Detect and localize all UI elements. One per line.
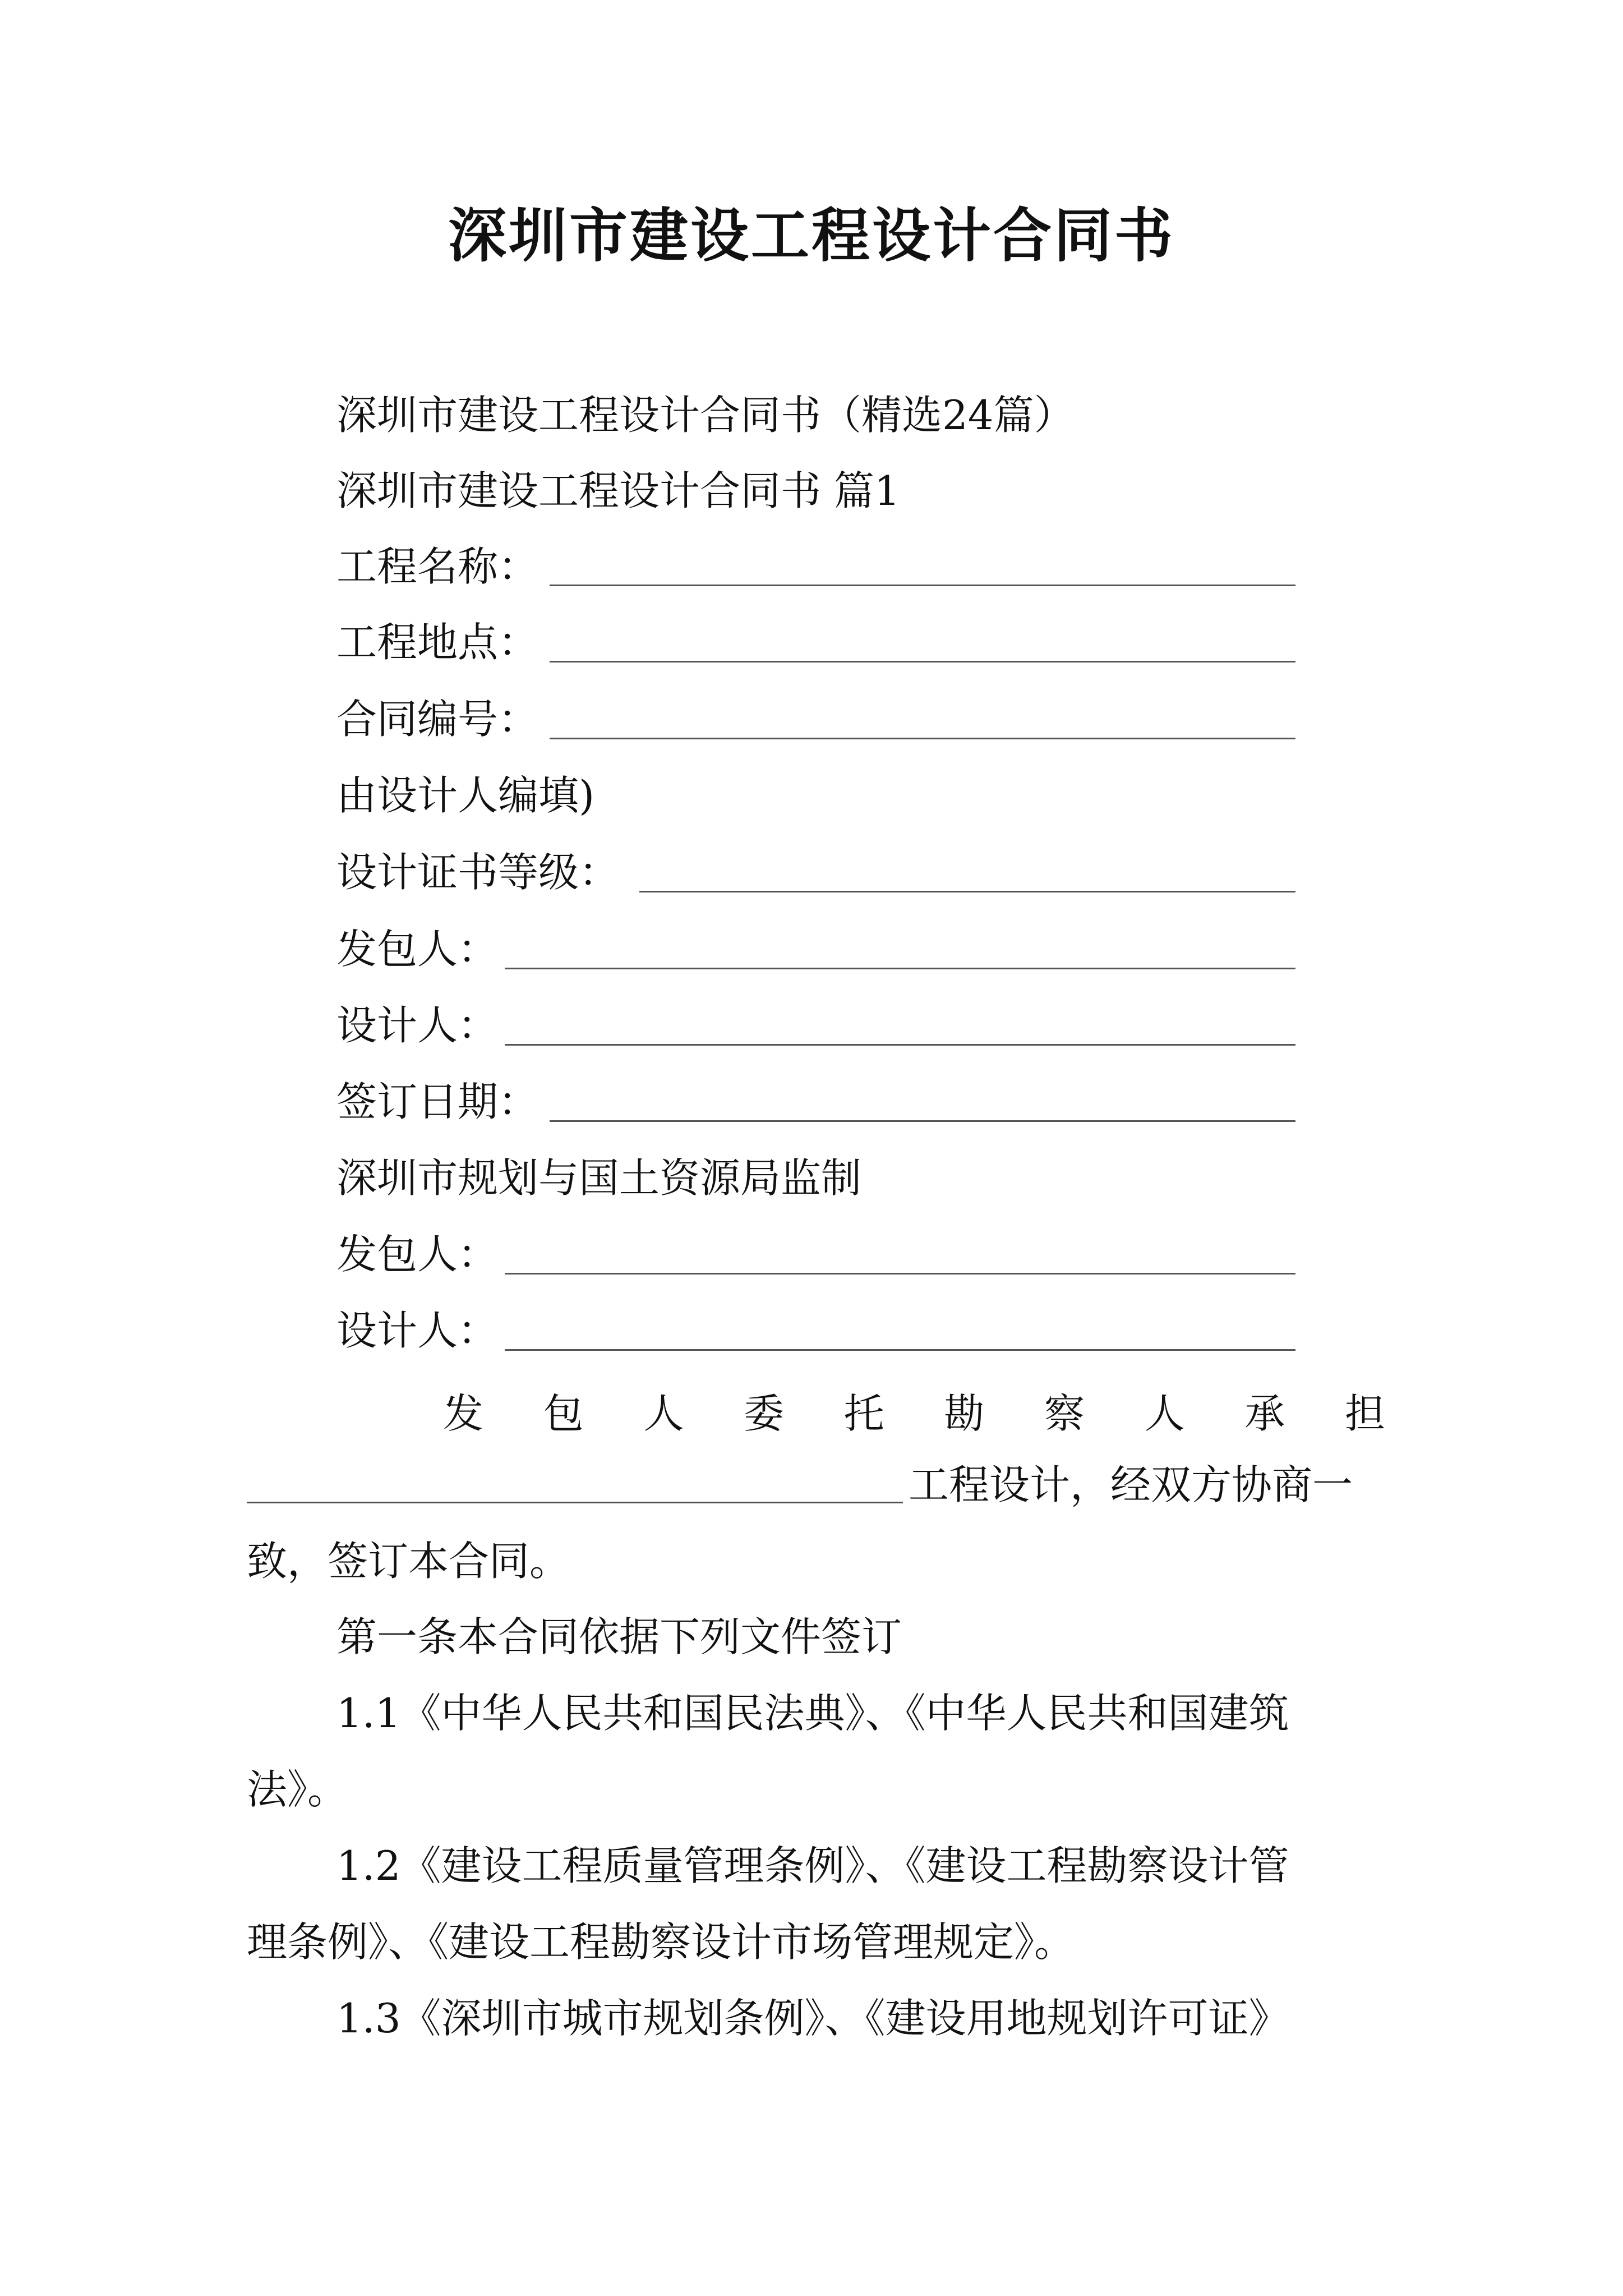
para1-char: 包 [543,1390,584,1437]
part-heading: 深圳市建设工程设计合同书 篇1 [336,467,900,514]
article-1-heading: 第一条本合同依据下列文件签订 [336,1613,902,1660]
para1-char: 察 [1044,1390,1085,1437]
page-title: 深圳市建设工程设计合同书 [448,201,1175,270]
project-location-blank[interactable] [550,661,1295,662]
contract-no-label: 合同编号： [336,696,539,743]
para1-char: 发 [443,1390,484,1437]
para1-char: 勘 [944,1390,985,1437]
sign-date-label: 签订日期： [336,1078,539,1125]
project-name-blank[interactable] [550,585,1295,586]
supervisor-line: 深圳市规划与国土资源局监制 [336,1154,862,1202]
designer-label-2: 设计人： [336,1307,499,1354]
designer-label: 设计人： [336,1002,499,1049]
cert-level-blank[interactable] [639,891,1295,892]
employer-blank[interactable] [505,968,1295,969]
sign-date-blank[interactable] [550,1120,1295,1122]
item-1-1-line-2: 法》。 [247,1766,348,1813]
item-1-2-line-2: 理条例》、《建设工程勘察设计市场管理规定》。 [247,1918,1075,1966]
designer-blank-2[interactable] [505,1349,1295,1351]
paragraph-1-line-3: 致，签订本合同。 [247,1538,570,1585]
item-1-3-line-1: 1.3《深圳市城市规划条例》、《建设用地规划许可证》 [336,1995,1289,2042]
para1-char: 担 [1344,1390,1385,1437]
paragraph-1-line-1 [443,1386,1385,1442]
fill-note: 由设计人编填) [336,772,595,819]
para1-char: 人 [643,1390,684,1437]
paragraph-1-line-2: 工程设计，经双方协商一 [909,1461,1353,1508]
project-blank-inline[interactable] [247,1502,903,1503]
contract-no-blank[interactable] [550,738,1295,739]
employer-blank-2[interactable] [505,1273,1295,1274]
employer-label-2: 发包人： [336,1231,499,1278]
para1-char: 托 [843,1390,884,1437]
project-name-label: 工程名称： [336,543,539,590]
item-1-1-line-1: 1.1《中华人民共和国民法典》、《中华人民共和国建筑 [336,1690,1289,1737]
project-location-label: 工程地点： [336,619,539,666]
employer-label: 发包人： [336,926,499,973]
item-1-2-line-1: 1.2《建设工程质量管理条例》、《建设工程勘察设计管 [336,1842,1289,1889]
para1-char: 承 [1244,1390,1285,1437]
para1-char: 人 [1144,1390,1185,1437]
para1-char: 委 [743,1390,784,1437]
document-subtitle: 深圳市建设工程设计合同书（精选24篇） [336,392,1075,439]
designer-blank[interactable] [505,1044,1295,1046]
cert-level-label: 设计证书等级： [336,849,620,896]
